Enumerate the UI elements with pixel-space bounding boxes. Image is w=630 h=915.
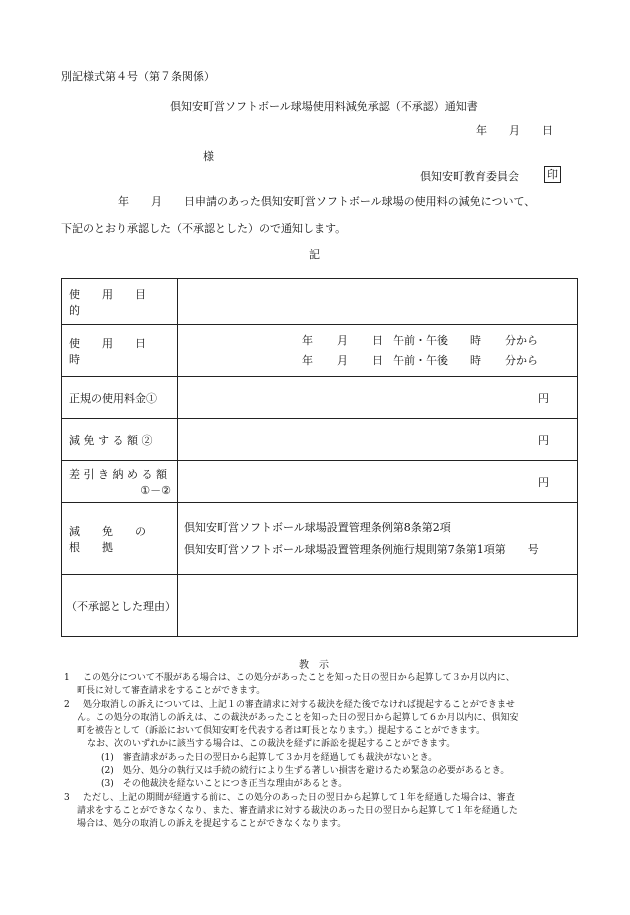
regular-fee-row <box>62 377 578 419</box>
ki-heading: 記 <box>309 248 320 261</box>
purpose-label: 使 用 目 的 <box>62 279 178 325</box>
form-number: 別記様式第４号（第７条関係） <box>61 70 215 83</box>
application-table <box>61 278 578 637</box>
datetime-label: 使 用 日 時 <box>62 325 178 377</box>
issue-date: 年 月 日 <box>476 124 553 137</box>
basis-value <box>178 503 578 575</box>
reduction-label: 減 免 す る 額 ② <box>62 419 178 461</box>
datetime-value <box>178 325 578 377</box>
reduction-row <box>62 419 578 461</box>
ampm-choice: 午前・午後 <box>393 353 448 367</box>
seal-mark: 印 <box>544 166 561 183</box>
reason-value <box>178 575 578 637</box>
net-amount-row <box>62 461 578 503</box>
purpose-value <box>178 279 578 325</box>
datetime-row <box>62 325 578 377</box>
minute-unit: 分から <box>505 333 538 347</box>
hour-unit: 時 <box>470 333 481 347</box>
note-1: 1 この処分について不服がある場合は、この処分があったことを知った日の翌日から起算して３か月以内に、 町長に対して審査請求をすることができます。 <box>64 673 515 697</box>
year-unit: 年 <box>302 353 313 367</box>
year-unit: 年 <box>302 333 313 347</box>
note-2: 2 処分取消しの訴えについては、上記１の審査請求に対する裁決を経た後でなければ提起することができませ ん。この処分の取消しの訴えは、この裁決があったことを知った日の翌日から起算して６か月以内に、倶知安 町を被告として（訴訟において倶知安町を代表する者は町長となります。）提起することができます。 なお、次のいずれかに該当する場合は、この裁決を経ずに訴訟を提起することができます。 (1) 審査請求があった日の翌日から起算して３か月を経過しても裁決がないとき。 (2) 処分、処分の執行又は手続の続行により生ずる著しい損害を避けるため緊急の必要があるとき。 (3) その他裁決を経ないことにつき正当な理由があるとき。 <box>64 699 519 790</box>
body-text-line-2: 下記のとおり承認した（不承認とした）ので通知します。 <box>61 222 347 235</box>
basis-row <box>62 503 578 575</box>
reason-label: （不承認とした理由） <box>62 575 178 637</box>
net-amount-label-line2: ①－② <box>140 483 171 497</box>
month-unit: 月 <box>337 333 348 347</box>
net-amount-label <box>62 461 178 503</box>
addressee-suffix: 様 <box>203 150 214 163</box>
instructions <box>64 672 579 832</box>
regular-fee-label: 正規の使用料金① <box>62 377 178 419</box>
regular-fee-unit: 円 <box>178 377 578 419</box>
day-unit: 日 <box>372 333 383 347</box>
note-3: 3 ただし、上記の期間が経過する前に、この処分のあった日の翌日から起算して１年を経過した場合は、審査 請求をすることができなくなり、また、審査請求に対する裁決のあった日の翌日から起算して１年を経過した 場合は、処分の取消しの訴えを提起することができなくなります。 <box>64 792 518 830</box>
datetime-line-start <box>302 331 577 351</box>
basis-line-1: 倶知安町営ソフトボール球場設置管理条例第8条第2項 <box>184 520 451 534</box>
notes-heading: 教 示 <box>299 660 329 671</box>
minute-unit: 分から <box>505 353 538 367</box>
purpose-row <box>62 279 578 325</box>
ampm-choice: 午前・午後 <box>393 333 448 347</box>
body-text-line-1: 年 月 日申請のあった倶知安町営ソフトボール球場の使用料の減免について、 <box>118 195 536 208</box>
datetime-line-end <box>302 351 577 371</box>
month-unit: 月 <box>337 353 348 367</box>
basis-label: 減 免 の 根 拠 <box>62 503 178 575</box>
reduction-unit: 円 <box>178 419 578 461</box>
reason-row <box>62 575 578 637</box>
hour-unit: 時 <box>470 353 481 367</box>
day-unit: 日 <box>372 353 383 367</box>
net-amount-label-line1: 差 引 き 納 め る 額 <box>69 467 167 481</box>
document-title: 倶知安町営ソフトボール球場使用料減免承認（不承認）通知書 <box>170 100 478 113</box>
net-amount-unit: 円 <box>178 461 578 503</box>
basis-line-2: 倶知安町営ソフトボール球場設置管理条例施行規則第7条第1項第 号 <box>184 542 539 556</box>
issuer-name: 倶知安町教育委員会 <box>420 170 519 183</box>
